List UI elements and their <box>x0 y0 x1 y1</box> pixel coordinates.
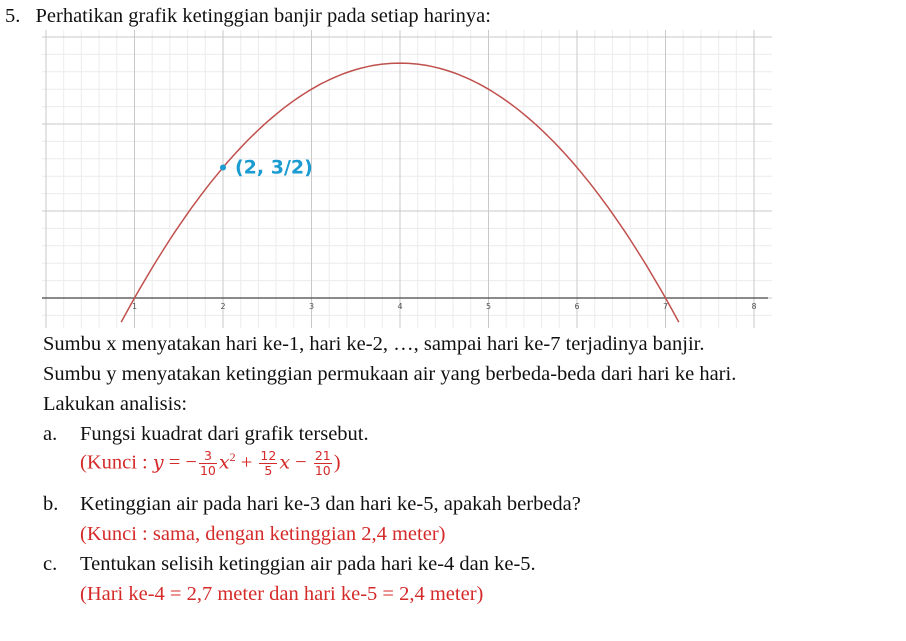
key-exponent: 2 <box>229 449 236 464</box>
key-x-1: x <box>218 451 230 474</box>
key-fraction-2 <box>259 449 277 479</box>
axis-x-description <box>43 332 705 357</box>
key-fraction-3-num: 21 <box>314 448 331 463</box>
question-heading <box>5 4 491 29</box>
instruction-text: Lakukan analisis: <box>43 393 188 415</box>
x-tick-label: 5 <box>485 302 492 311</box>
question-number: 5. <box>5 5 21 27</box>
x-tick-label: 2 <box>220 302 226 311</box>
key-fraction-3-den: 10 <box>314 463 331 479</box>
key-x-2: x <box>279 451 291 474</box>
question-title: Perhatikan grafik ketinggian banjir pada setiap harinya: <box>35 5 491 27</box>
key-fraction-2-num: 12 <box>260 448 277 463</box>
annotation-label: (2, 3/2) <box>235 156 313 179</box>
x-tick-label: 3 <box>308 302 315 311</box>
part-c-key-text: (Hari ke-4 = 2,7 meter dan hari ke-5 = 2,4 meter) <box>80 583 484 605</box>
x-tick-label: 1 <box>131 302 138 311</box>
x-tick-label: 6 <box>574 302 580 311</box>
key-equals: = − <box>163 451 197 474</box>
instruction <box>43 392 187 417</box>
part-a-text: Fungsi kuadrat dari grafik tersebut. <box>80 423 369 445</box>
flood-height-graph <box>42 30 772 328</box>
key-fraction-2-den: 5 <box>264 463 273 479</box>
part-b-key <box>80 522 445 547</box>
axis-y-description <box>43 362 736 387</box>
part-b-label: b. <box>43 493 59 515</box>
key-fraction-1 <box>199 449 217 479</box>
part-c <box>43 552 536 577</box>
annotation <box>220 157 313 179</box>
part-c-label: c. <box>43 553 58 575</box>
part-a <box>43 422 369 447</box>
key-suffix: ) <box>333 451 341 474</box>
part-c-key <box>80 582 483 607</box>
major-grid <box>42 30 772 328</box>
minor-grid <box>42 30 772 328</box>
part-a-label: a. <box>43 423 58 445</box>
key-fraction-1-den: 10 <box>199 463 216 479</box>
part-b-key-text: (Kunci : sama, dengan ketinggian 2,4 meter) <box>80 523 446 545</box>
part-c-text: Tentukan selisih ketinggian air pada hari ke-4 dan ke-5. <box>80 553 536 575</box>
part-a-key <box>80 449 341 479</box>
key-prefix: (Kunci : <box>80 451 153 474</box>
part-b-text: Ketinggian air pada hari ke-3 dan hari ke-5, apakah berbeda? <box>80 493 581 515</box>
key-plus: + <box>235 451 258 474</box>
axis-y-text: Sumbu y menyatakan ketinggian permukaan air yang berbeda-beda dari hari ke hari. <box>43 363 737 385</box>
key-minus: − <box>290 451 312 474</box>
key-fraction-3 <box>314 449 332 479</box>
key-var-y: y <box>152 451 164 474</box>
x-tick-label: 8 <box>751 302 757 311</box>
x-tick-label: 4 <box>397 302 403 311</box>
key-fraction-1-num: 3 <box>199 449 217 464</box>
axis-x-text: Sumbu x menyatakan hari ke-1, hari ke-2, …, sampai hari ke-7 terjadinya banjir. <box>43 333 705 355</box>
part-b <box>43 492 581 517</box>
x-tick-labels <box>132 302 757 311</box>
annotation-point-marker <box>220 165 226 171</box>
x-tick-label: 7 <box>662 302 669 311</box>
